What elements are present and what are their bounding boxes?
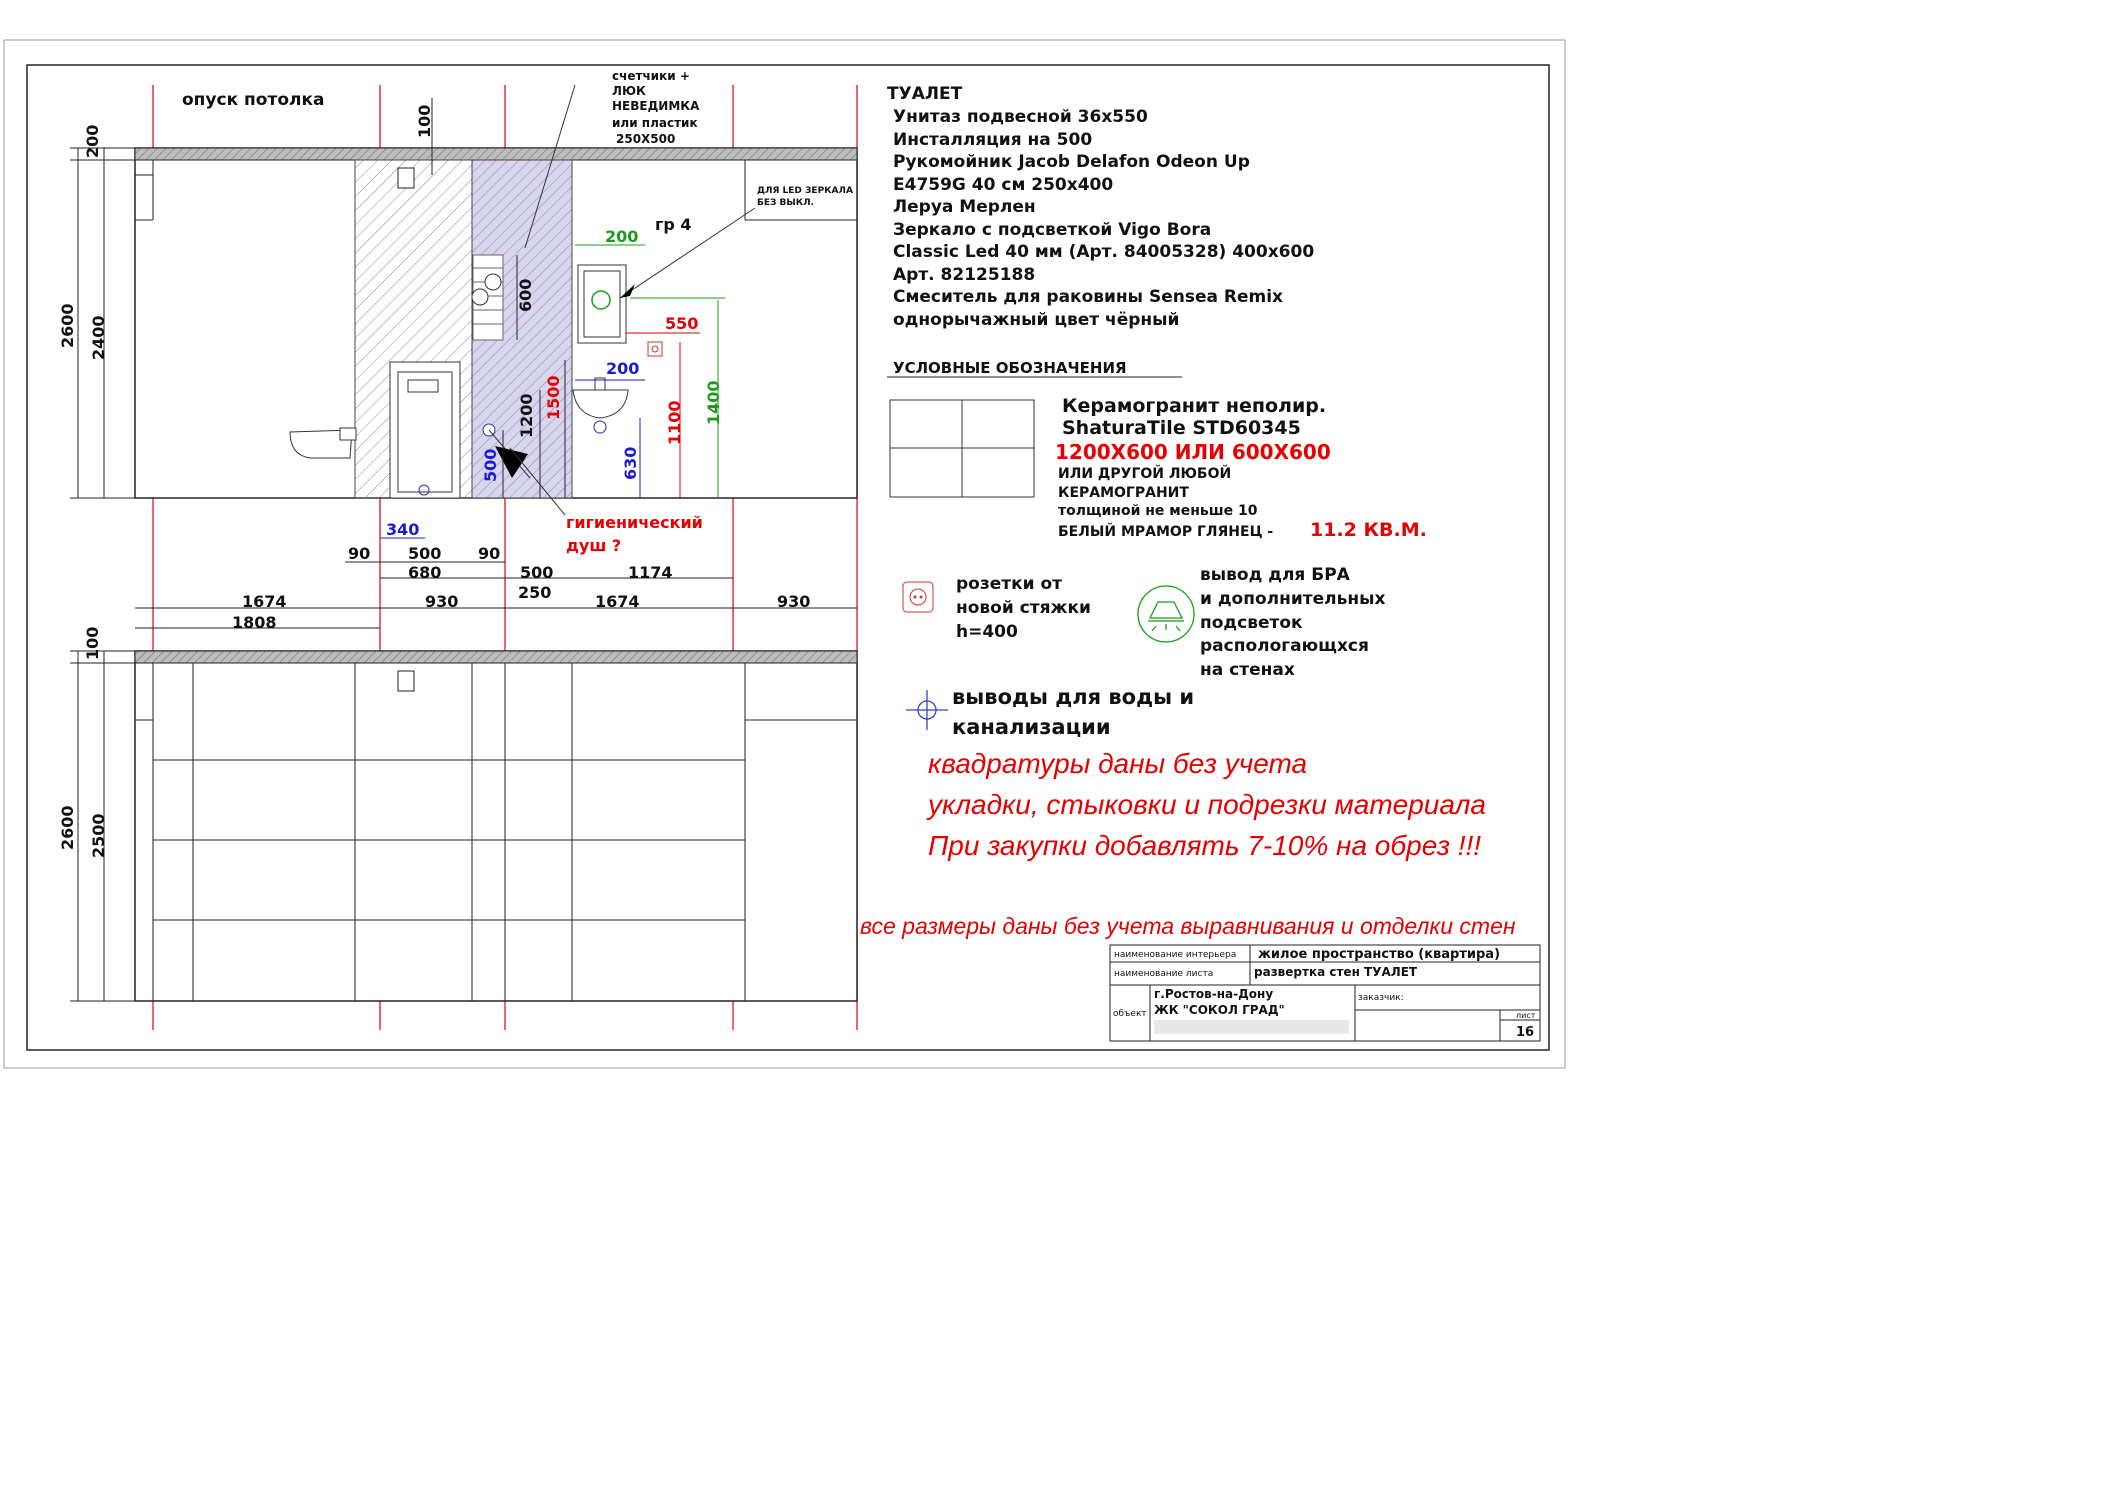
meters-note	[612, 69, 700, 146]
tile-line4: ИЛИ ДРУГОЙ ЛЮБОЙ	[1058, 466, 1232, 482]
dim-500-shower: 500	[481, 448, 500, 482]
dim-680: 680	[408, 563, 442, 582]
note-line2: укладки, стыковки и подрезки материала	[928, 789, 1486, 820]
hygienic-shower-line1: гигиенический	[566, 513, 703, 532]
note-bottom: все размеры даны без учета выравнивания и отделки стен	[860, 913, 1516, 939]
spec-line: Смеситель для раковины Sensea Remix	[893, 287, 1284, 307]
stamp-sheet-label: лист	[1516, 1011, 1536, 1020]
stamp-object-label: объект	[1113, 1009, 1147, 1019]
svg-text:или пластик: или пластик	[612, 116, 698, 130]
water-line2: канализации	[952, 715, 1111, 739]
hygienic-shower-line2: душ ?	[566, 536, 622, 555]
dim-2400: 2400	[89, 315, 108, 360]
svg-text:ЛЮК: ЛЮК	[612, 84, 646, 98]
spec-line: однорычажный цвет чёрный	[893, 310, 1180, 330]
socket-legend-icon	[903, 582, 933, 612]
tile-line3: 1200X600 ИЛИ 600X600	[1055, 440, 1331, 464]
tile-line7a: БЕЛЫЙ МРАМОР ГЛЯНЕЦ -	[1058, 524, 1274, 540]
ceiling-drop-label: опуск потолка	[182, 90, 325, 110]
access-hatch-icon	[398, 168, 414, 188]
stamp-sheet-name-label: наименование листа	[1114, 969, 1214, 979]
spec-line: E4759G 40 см 250x400	[893, 175, 1114, 195]
dim-1674-left: 1674	[242, 592, 287, 611]
dim-90-right: 90	[478, 544, 501, 563]
stamp-client-label: заказчик:	[1358, 993, 1404, 1003]
spec-line: Леруа Мерлен	[893, 197, 1036, 217]
lamp-line2: и дополнительных	[1200, 589, 1386, 609]
socket-line3: h=400	[956, 622, 1018, 642]
mirror-icon	[578, 265, 626, 343]
flush-button-icon	[408, 380, 438, 392]
lamp-line4: распологающхся	[1200, 636, 1369, 656]
spec-line: Рукомойник Jacob Delafon Odeon Up	[893, 152, 1250, 172]
gr4-label: гр 4	[655, 215, 692, 234]
dim-90-left: 90	[348, 544, 371, 563]
lamp-line3: подсветок	[1200, 613, 1303, 633]
lamp-line1: вывод для БРА	[1200, 565, 1350, 585]
toilet-icon	[290, 428, 356, 458]
dim-2600: 2600	[58, 303, 77, 348]
svg-text:250X500: 250X500	[616, 132, 676, 146]
dim-1500: 1500	[544, 375, 563, 420]
dim-500-mid: 500	[520, 563, 554, 582]
stamp-sheet-number: 16	[1516, 1025, 1535, 1040]
socket-line2: новой стяжки	[956, 598, 1091, 618]
stamp-sheet-name-value: развертка стен ТУАЛЕТ	[1254, 965, 1418, 979]
spec-line: Унитаз подвесной 36x550	[893, 107, 1148, 127]
tile-line1: Керамогранит неполир.	[1062, 395, 1327, 417]
lamp-line5: на стенах	[1200, 660, 1295, 680]
dim-1200: 1200	[517, 393, 536, 438]
note-line1: квадратуры даны без учета	[928, 748, 1308, 779]
dim-200-blue: 200	[606, 359, 640, 378]
spec-line: Зеркало с подсветкой Vigo Bora	[893, 220, 1212, 240]
socket-line1: розетки от	[956, 574, 1063, 594]
dim-630: 630	[621, 446, 640, 480]
note-line3: При закупки добавлять 7-10% на обрез !!!	[928, 830, 1482, 861]
spec-line: Арт. 82125188	[893, 265, 1036, 285]
dim-200-green: 200	[605, 227, 639, 246]
dim-1174: 1174	[628, 563, 673, 582]
legend-title: УСЛОВНЫЕ ОБОЗНАЧЕНИЯ	[893, 359, 1127, 377]
tile-line6: толщиной не меньше 10	[1058, 503, 1258, 519]
bottom-elevation	[70, 651, 857, 1001]
dim-250: 250	[518, 583, 552, 602]
dim-100-bottom: 100	[83, 626, 102, 660]
tile-line2: ShaturaTile STD60345	[1062, 417, 1301, 439]
dim-2600-bottom: 2600	[58, 805, 77, 850]
water-outlet-icon	[906, 690, 948, 730]
dim-2500-bottom: 2500	[89, 813, 108, 858]
svg-text:НЕВЕДИМКА: НЕВЕДИМКА	[612, 99, 700, 113]
spec-line: Classic Led 40 мм (Арт. 84005328) 400x600	[893, 242, 1315, 262]
socket-icon	[648, 342, 662, 356]
lamp-legend-icon	[1138, 586, 1194, 642]
svg-text:счетчики +: счетчики +	[612, 69, 690, 83]
spec-line: Инсталляция на 500	[893, 130, 1093, 150]
dim-1674-right: 1674	[595, 592, 640, 611]
blurred-field	[1154, 1020, 1349, 1034]
spec-block	[887, 84, 1314, 330]
stamp-object-line2: ЖК "СОКОЛ ГРАД"	[1154, 1003, 1285, 1017]
dim-1100: 1100	[665, 400, 684, 445]
dim-600: 600	[516, 278, 535, 312]
tile-line5: КЕРАМОГРАНИТ	[1058, 485, 1189, 501]
dim-930-left: 930	[425, 592, 459, 611]
spec-title: ТУАЛЕТ	[887, 84, 963, 104]
dim-1400: 1400	[704, 380, 723, 425]
legend	[887, 359, 1427, 739]
dim-1808: 1808	[232, 613, 277, 632]
led-note-line2: БЕЗ ВЫКЛ.	[757, 198, 814, 208]
tile-line7b: 11.2 КВ.М.	[1310, 519, 1427, 541]
dim-500-left: 500	[408, 544, 442, 563]
led-note-line1: ДЛЯ LED ЗЕРКАЛА	[757, 186, 853, 196]
stamp-interior-label: наименование интерьера	[1114, 950, 1237, 960]
dim-550: 550	[665, 314, 699, 333]
water-line1: выводы для воды и	[952, 685, 1195, 709]
stamp-interior-value: жилое пространство (квартира)	[1258, 947, 1501, 962]
dim-200: 200	[83, 124, 102, 158]
dim-340: 340	[386, 520, 420, 539]
dim-100: 100	[415, 104, 434, 138]
stamp-object-line1: г.Ростов-на-Дону	[1154, 987, 1274, 1001]
dim-930-right: 930	[777, 592, 811, 611]
